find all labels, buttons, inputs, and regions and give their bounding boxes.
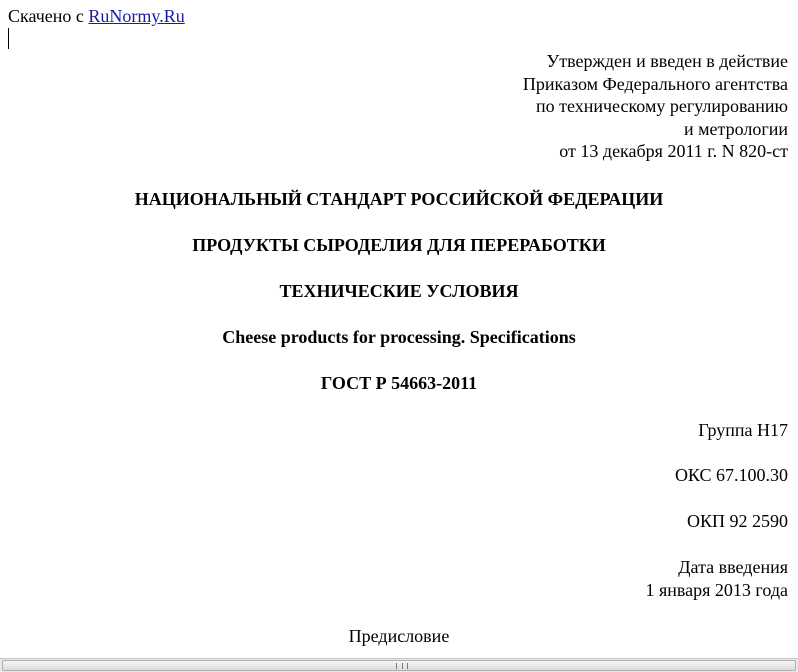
approval-block [523, 50, 788, 163]
intro-date-label: Дата введения [678, 557, 788, 577]
approval-line: Приказом Федерального агентства [522, 73, 788, 94]
horizontal-scrollbar[interactable] [0, 658, 798, 672]
standard-designation: ГОСТ Р 54663-2011 [320, 373, 478, 393]
okp-code: ОКП 92 2590 [686, 511, 788, 531]
approval-line: по техническому регулированию [535, 96, 788, 116]
intro-date-block [645, 556, 788, 601]
grip-icon [396, 663, 408, 669]
preface-heading: Предисловие [348, 626, 450, 646]
national-standard-heading: НАЦИОНАЛЬНЫЙ СТАНДАРТ РОССИЙСКОЙ ФЕДЕРАЦИИ [134, 189, 664, 209]
source-prefix: Скачено с [8, 6, 89, 26]
text-cursor [8, 28, 9, 49]
scrollbar-thumb[interactable] [2, 660, 796, 671]
approval-line: от 13 декабря 2011 г. N 820-ст [559, 141, 788, 161]
group-code: Группа Н17 [698, 420, 788, 440]
approval-line: Утвержден и введен в действие [546, 51, 788, 71]
approval-line: и метрологии [684, 118, 788, 139]
document-subtitle: ТЕХНИЧЕСКИЕ УСЛОВИЯ [279, 281, 519, 301]
source-line [8, 5, 185, 27]
oks-code: ОКС 67.100.30 [674, 465, 788, 485]
document-title: ПРОДУКТЫ СЫРОДЕЛИЯ ДЛЯ ПЕРЕРАБОТКИ [192, 235, 606, 255]
intro-date-value: 1 января 2013 года [645, 579, 788, 600]
runormy-link[interactable]: RuNormy.Ru [88, 6, 185, 26]
english-title: Cheese products for processing. Specifications [222, 327, 576, 347]
